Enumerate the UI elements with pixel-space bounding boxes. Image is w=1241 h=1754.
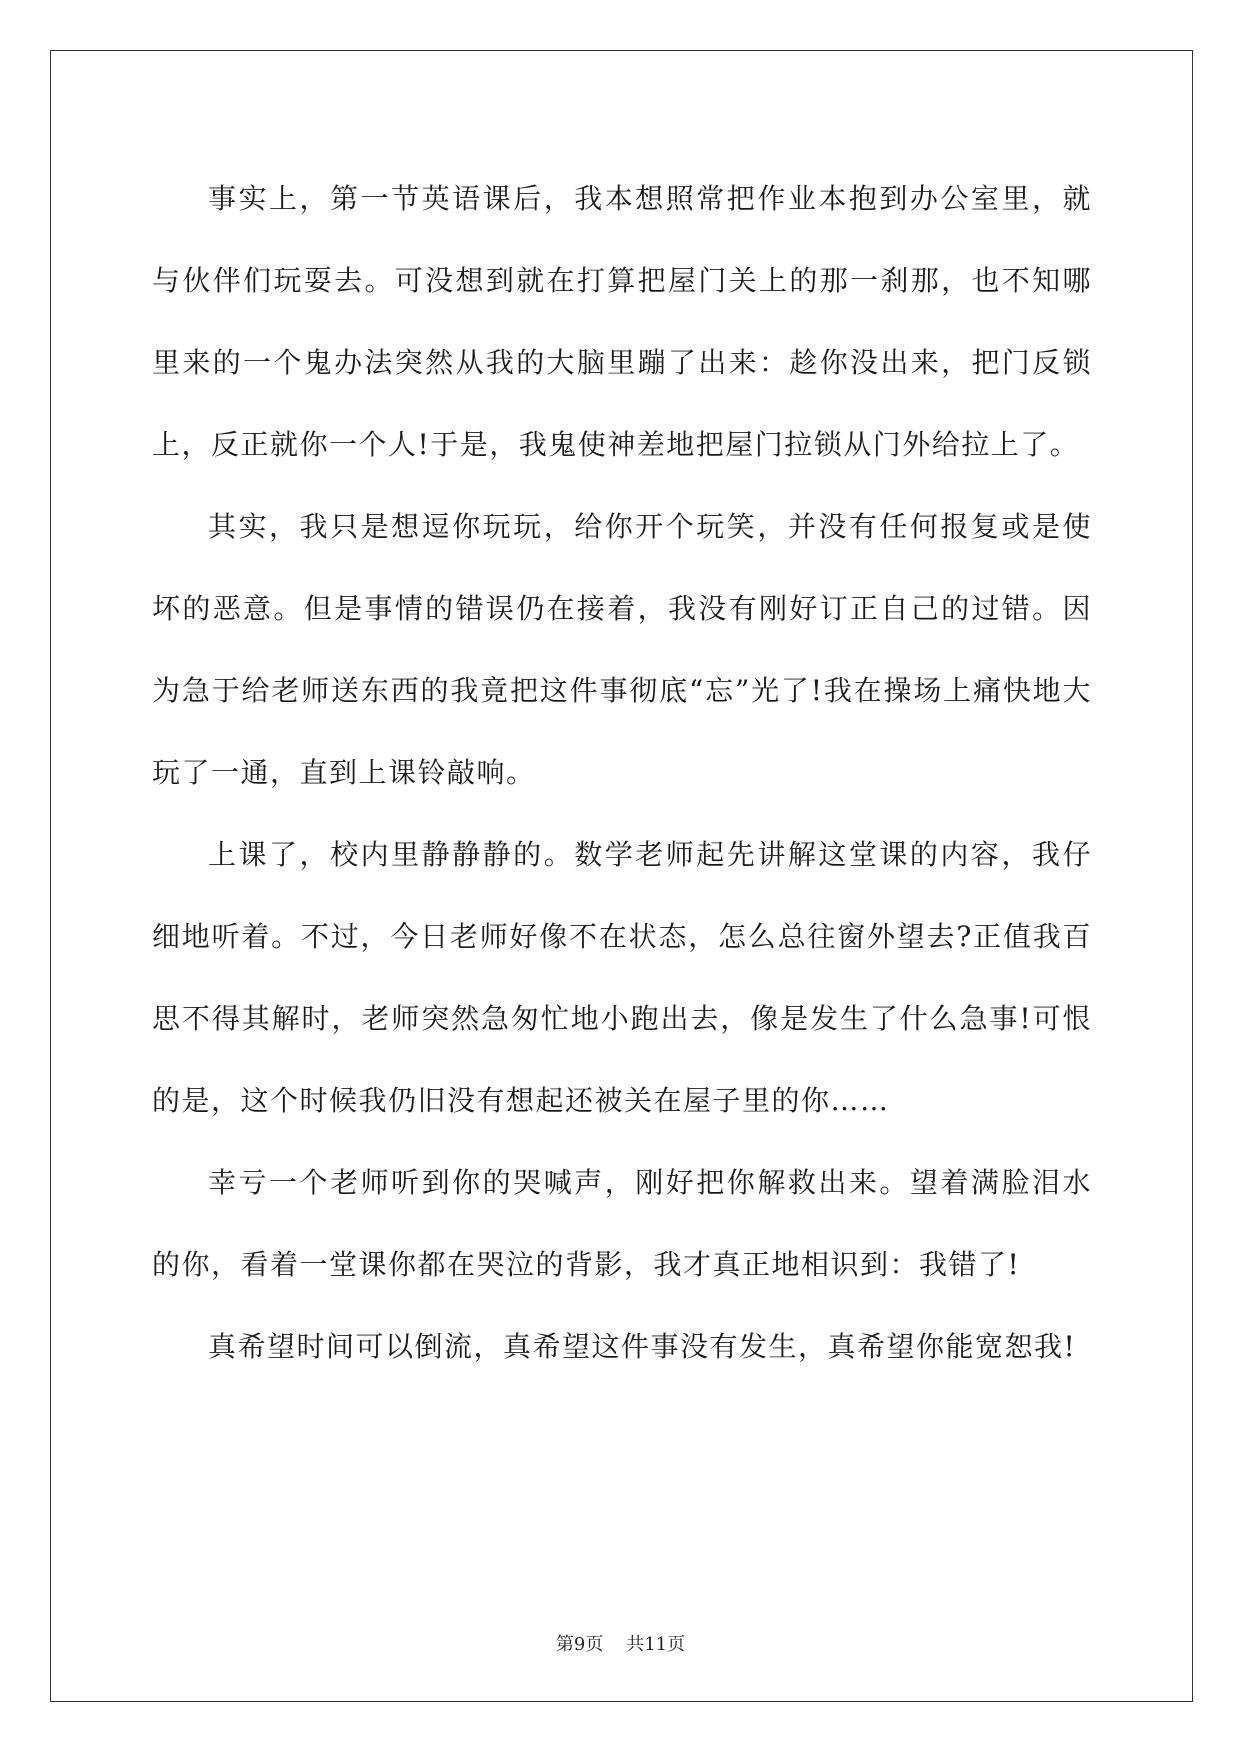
paragraph: 幸亏一个老师听到你的哭喊声，刚好把你解救出来。望着满脸泪水的你，看着一堂课你都在哭泣的背影，我才真正地相识到：我错了! (152, 1166, 1092, 1281)
paragraph: 其实，我只是想逗你玩玩，给你开个玩笑，并没有任何报复或是使坏的恶意。但是事情的错误仍在接着，我没有刚好订正自己的过错。因为急于给老师送东西的我竟把这件事彻底“忘”光了!我在操场上痛快地大玩了一通，直到上课铃敲响。 (152, 510, 1092, 789)
paragraph: 真希望时间可以倒流，真希望这件事没有发生，真希望你能宽恕我! (208, 1330, 1077, 1363)
document-body (152, 158, 1092, 1388)
page-footer (0, 1633, 1241, 1657)
page-number: 第9页 (555, 1634, 604, 1655)
paragraph: 上课了，校内里静静静的。数学老师起先讲解这堂课的内容，我仔细地听着。不过，今日老师好像不在状态，怎么总往窗外望去?正值我百思不得其解时，老师突然急匆忙地小跑出去，像是发生了什么急事!可恨的是，这个时候我仍旧没有想起还被关在屋子里的你…… (152, 838, 1092, 1117)
page-total: 共11页 (626, 1634, 686, 1655)
paragraph: 事实上，第一节英语课后，我本想照常把作业本抱到办公室里，就与伙伴们玩耍去。可没想到就在打算把屋门关上的那一刹那，也不知哪里来的一个鬼办法突然从我的大脑里蹦了出来：趁你没出来，把门反锁上，反正就你一个人!于是，我鬼使神差地把屋门拉锁从门外给拉上了。 (152, 182, 1092, 461)
